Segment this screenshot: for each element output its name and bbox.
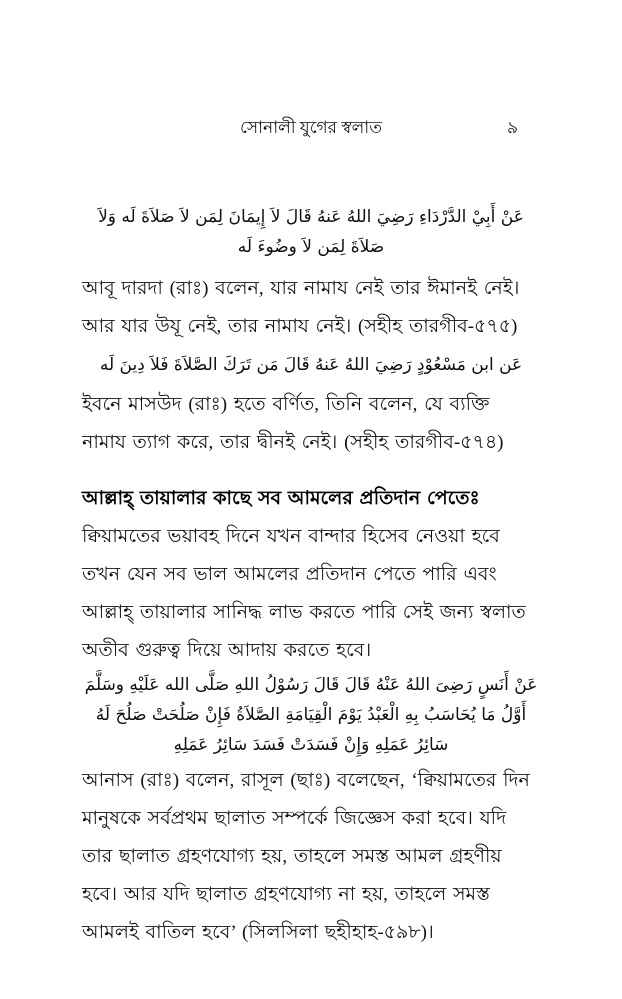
section-body-text: ক্বিয়ামতের ভয়াবহ দিনে যখন বান্দার হিসেব নেওয়া হবে তখন যেন সব ভাল আমলের প্রতিদান পেতে পারি এবং আল্লাহ্ তায়ালার সানিদ্ধ লাভ করতে পারি সেই জন্য স্বলাত অতীব গুরুত্ব দিয়ে আদায় করতে হবে। bbox=[82, 526, 526, 661]
running-header bbox=[82, 116, 540, 140]
section-paragraph bbox=[82, 480, 540, 670]
bengali-translation-2: ইবনে মাসউদ (রাঃ) হতে বর্ণিত, তিনি বলেন, যে ব্যক্তি নামায ত্যাগ করে, তার দ্বীনই নেই। (সহীহ তারগীব-৫৭৪) bbox=[82, 394, 504, 453]
section-heading: আল্লাহ্ তায়ালার কাছে সব আমলের প্রতিদান পেতেঃ bbox=[82, 488, 480, 509]
bengali-translation-3: আনাস (রাঃ) বলেন, রাসূল (ছাঃ) বলেছেন, ‘ক্বিয়ামতের দিন মানুষকে সর্বপ্রথম ছালাত সম্পর্কে জিজ্ঞেস করা হবে। যদি তার ছালাত গ্রহণযোগ্য হয়, তাহলে সমস্ত আমল গ্রহণীয় হবে। আর যদি ছালাত গ্রহণযোগ্য না হয়, তাহলে সমস্ত আমলই বাতিল হবে’ (সিলসিলা ছহীহাহ-৫৯৮)। bbox=[82, 770, 530, 943]
book-title: সোনালী যুগের স্বলাত bbox=[240, 118, 382, 137]
bengali-translation-1: আবূ দারদা (রাঃ) বলেন, যার নামায নেই তার ঈমানই নেই। আর যার উযূ নেই, তার নামায নেই। (সহীহ তারগীব-৫৭৫) bbox=[82, 278, 520, 337]
arabic-hadith-quote-1: عَنْ أَبِيْ الدَّرْدَاءِ رَضِيَ اللهُ عَنهُ قَالَ لاَ إِيمَانَ لِمَن لاَ صَلاَةَ لَه وَلاَ صَلاَةَ لِمَن لاَ وضُوءَ لَه bbox=[98, 207, 524, 257]
page-number: ৯ bbox=[506, 118, 518, 137]
arabic-hadith-quote-3: عَنْ أَنَسٍ رَضِىَ اللهُ عَنْهُ قَالَ قَالَ رَسُوْلُ اللهِ صَلَّى الله عَلَيْهِ وسَلَّمَ أَوَّلُ مَا يُحَاسَبُ بِهِ الْعَبْدُ يَوْمَ الْقِيَامَةِ الصَّلاَةُ فَإِنْ صَلُحَتْ صَلُحَ لَهُ سَائِرُ عَمَلِهِ وَإِنْ فَسَدَتْ فَسَدَ سَائِرُ عَمَلِهِ bbox=[84, 675, 538, 755]
arabic-hadith-quote-2: عَن ابن مَسْعُوْدٍ رَضِيَ اللهُ عَنهُ قَالَ مَن تَرَكَ الصَّلاَةَ فَلاَ دِينَ لَه bbox=[99, 355, 523, 375]
